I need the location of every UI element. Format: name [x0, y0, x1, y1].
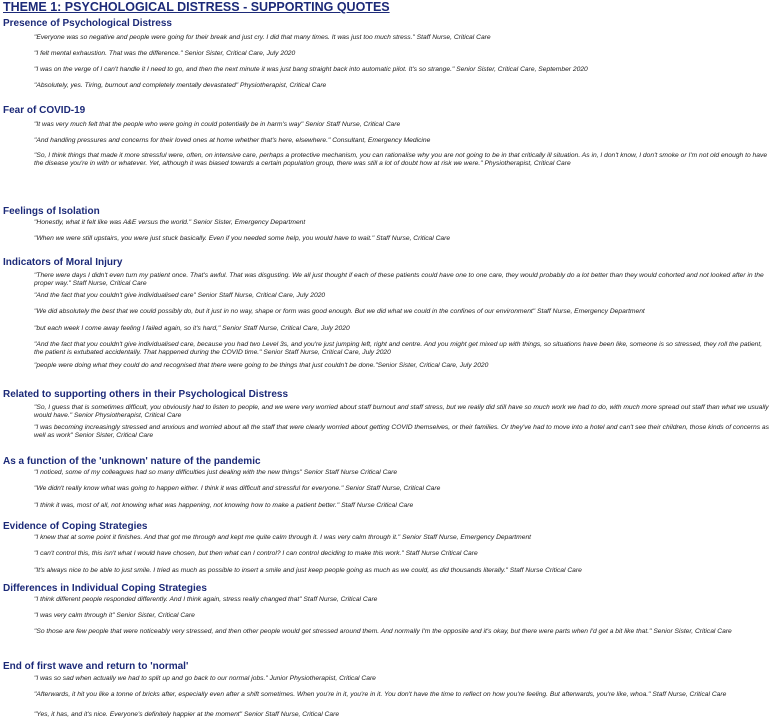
quote-text: "Absolutely, yes. Tiring, burnout and completely mentally devastated" Physiotherapist, Critical Care: [34, 82, 327, 89]
section-heading: Evidence of Coping Strategies: [3, 521, 148, 532]
quote-text: "I noticed, some of my colleagues had so many difficulties just dealing with the new things" Senior Staff Nurse Critical Care: [34, 469, 398, 476]
quote-text: "Honestly, what it felt like was A&E versus the world." Senior Sister, Emergency Department: [34, 219, 306, 226]
quote-text: "When we were still upstairs, you were just stuck basically. Even if you needed some help, you would have to wait." Staff Nurse, Critical Care: [34, 235, 451, 242]
quote-text: "It's always nice to be able to just smile. I tried as much as possible to insert a smile and just keep people going as much as we could, as did thousands literally." Staff Nurse Critical Care: [34, 567, 582, 574]
quote-text: "I felt mental exhaustion. That was the difference." Senior Sister, Critical Care, July 2020: [34, 50, 296, 57]
quote-text: "So, I think things that made it more stressful were, often, on intensive care, perhaps a protective mechanism, you can rationalise why you are not going to be in that critically ill situation. As in, I don't know, I don't smoke or I'm not old enough to have the disease you're in with or whatever. Yet, although it was biased towards a certain population group, there was still a lot of doubt how at risk we were." Physiotherapist, Critical Care: [34, 152, 768, 167]
section-heading: Differences in Individual Coping Strategies: [3, 583, 207, 594]
section-heading: End of first wave and return to 'normal': [3, 661, 189, 672]
section-heading: As a function of the 'unknown' nature of the pandemic: [3, 456, 261, 467]
quote-text: "There were days I didn't even turn my patient once. That's awful. That was disgusting. We all just thought if each of these patients could have one to one care, they would probably do a lot better than they would cohorted and not looked after in the proper way." Staff Nurse, Critical Care: [34, 272, 764, 287]
quote-text: "people were doing what they could do and recognised that there were going to be things that just couldn't be done."Senior Sister, Critical Care, July 2020: [34, 362, 489, 369]
section-heading: Feelings of Isolation: [3, 206, 100, 217]
document-title: THEME 1: PSYCHOLOGICAL DISTRESS - SUPPORTING QUOTES: [3, 0, 390, 14]
quote-text: "Yes, it has, and it's nice. Everyone's definitely happier at the moment" Senior Staff Nurse, Critical Care: [34, 711, 340, 718]
quote-text: "We didn't really know what was going to happen either. I think it was difficult and stressful for everyone." Senior Staff Nurse, Critical Care: [34, 485, 441, 492]
section-heading: Presence of Psychological Distress: [3, 18, 172, 29]
quote-text: "It was very much felt that the people who were going in could potentially be in harm's way" Senior Staff Nurse, Critical Care: [34, 121, 401, 128]
quote-text: "I think it was, most of all, not knowing what was happening, not knowing how to make a patient better." Staff Nurse Critical Care: [34, 502, 414, 509]
quote-text: "And handling pressures and concerns for their loved ones at home whether that's here, elsewhere." Consultant, Emergency Medicine: [34, 137, 431, 144]
quote-text: "We did absolutely the best that we could possibly do, but it just in no way, shape or form was good enough. But we did what we could in the confines of our environment" Staff Nurse, Emergency Department: [34, 308, 645, 315]
quote-text: "I think different people responded differently. And I think again, stress really changed that" Staff Nurse, Critical Care: [34, 596, 378, 603]
quote-text: "I can't control this, this isn't what I would have chosen, but then what can I control? I can control deciding to make this work." Staff Nurse Critical Care: [34, 550, 478, 557]
quote-text: "And the fact that you couldn't give individualised care, because you had two Level 3s, and you're just jumping left, right and centre. And you might get mixed up with things, so situations have been like, someone is so stressed, they roll the patient, the patient is extubated accidentally. That happened during the COVID time." Senior Staff Nurse, Critical Care, July 2020: [34, 341, 763, 356]
quote-text: "I was on the verge of I can't handle it I need to go, and then the next minute it was just bang straight back into automatic pilot. It's so strange." Senior Sister, Critical Care, September 2020: [34, 66, 588, 73]
quote-text: "So, I guess that is sometimes difficult, you obviously had to listen to people, and we were very worried about staff burnout and staff stress, but we really did still have so much work we had to do, with much more spread out staff than what we usually would have." Senior Physiotherapist, Critical Care: [34, 404, 769, 419]
quote-text: "Everyone was so negative and people were going for their break and just cry. I did that many times. It was just too much stress." Staff Nurse, Critical Care: [34, 34, 491, 41]
quote-text: "I knew that at some point it finishes. And that got me through and kept me quite calm through it. I was very calm through it." Senior Staff Nurse, Emergency Department: [34, 534, 532, 541]
quote-text: "So those are few people that were noticeably very stressed, and then other people would get stressed around them. And normally I'm the opposite and it's okay, but there were parts when I'd get a bit like that." Senior Sister, Critical Care: [34, 628, 732, 635]
section-heading: Related to supporting others in their Psychological Distress: [3, 389, 289, 400]
quote-text: "Afterwards, it hit you like a tonne of bricks after, especially even after a shift sometimes. When you're in it, you're in it. You don't have the time to reflect on how you're feeling. But afterwards, you're like, whoa." Staff Nurse, Critical Care: [34, 691, 727, 698]
quote-text: "but each week I come away feeling I failed again, so it's hard," Senior Staff Nurse, Critical Care, July 2020: [34, 325, 350, 332]
section-heading: Indicators of Moral Injury: [3, 257, 123, 268]
quote-text: "I was becoming increasingly stressed and anxious and worried about all the staff that were clearly worried about getting COVID themselves, or their families. Or they've had to move into a hotel and can't see their children, those kinds of concerns as well as work" Senior Sister, Critical Care: [34, 424, 769, 439]
quote-text: "And the fact that you couldn't give individualised care" Senior Staff Nurse, Critical Care, July 2020: [34, 292, 326, 299]
quote-text: "I was very calm through it" Senior Sister, Critical Care: [34, 612, 195, 619]
section-heading: Fear of COVID-19: [3, 105, 86, 116]
quote-text: "I was so sad when actually we had to split up and go back to our normal jobs." Junior Physiotherapist, Critical Care: [34, 675, 376, 682]
